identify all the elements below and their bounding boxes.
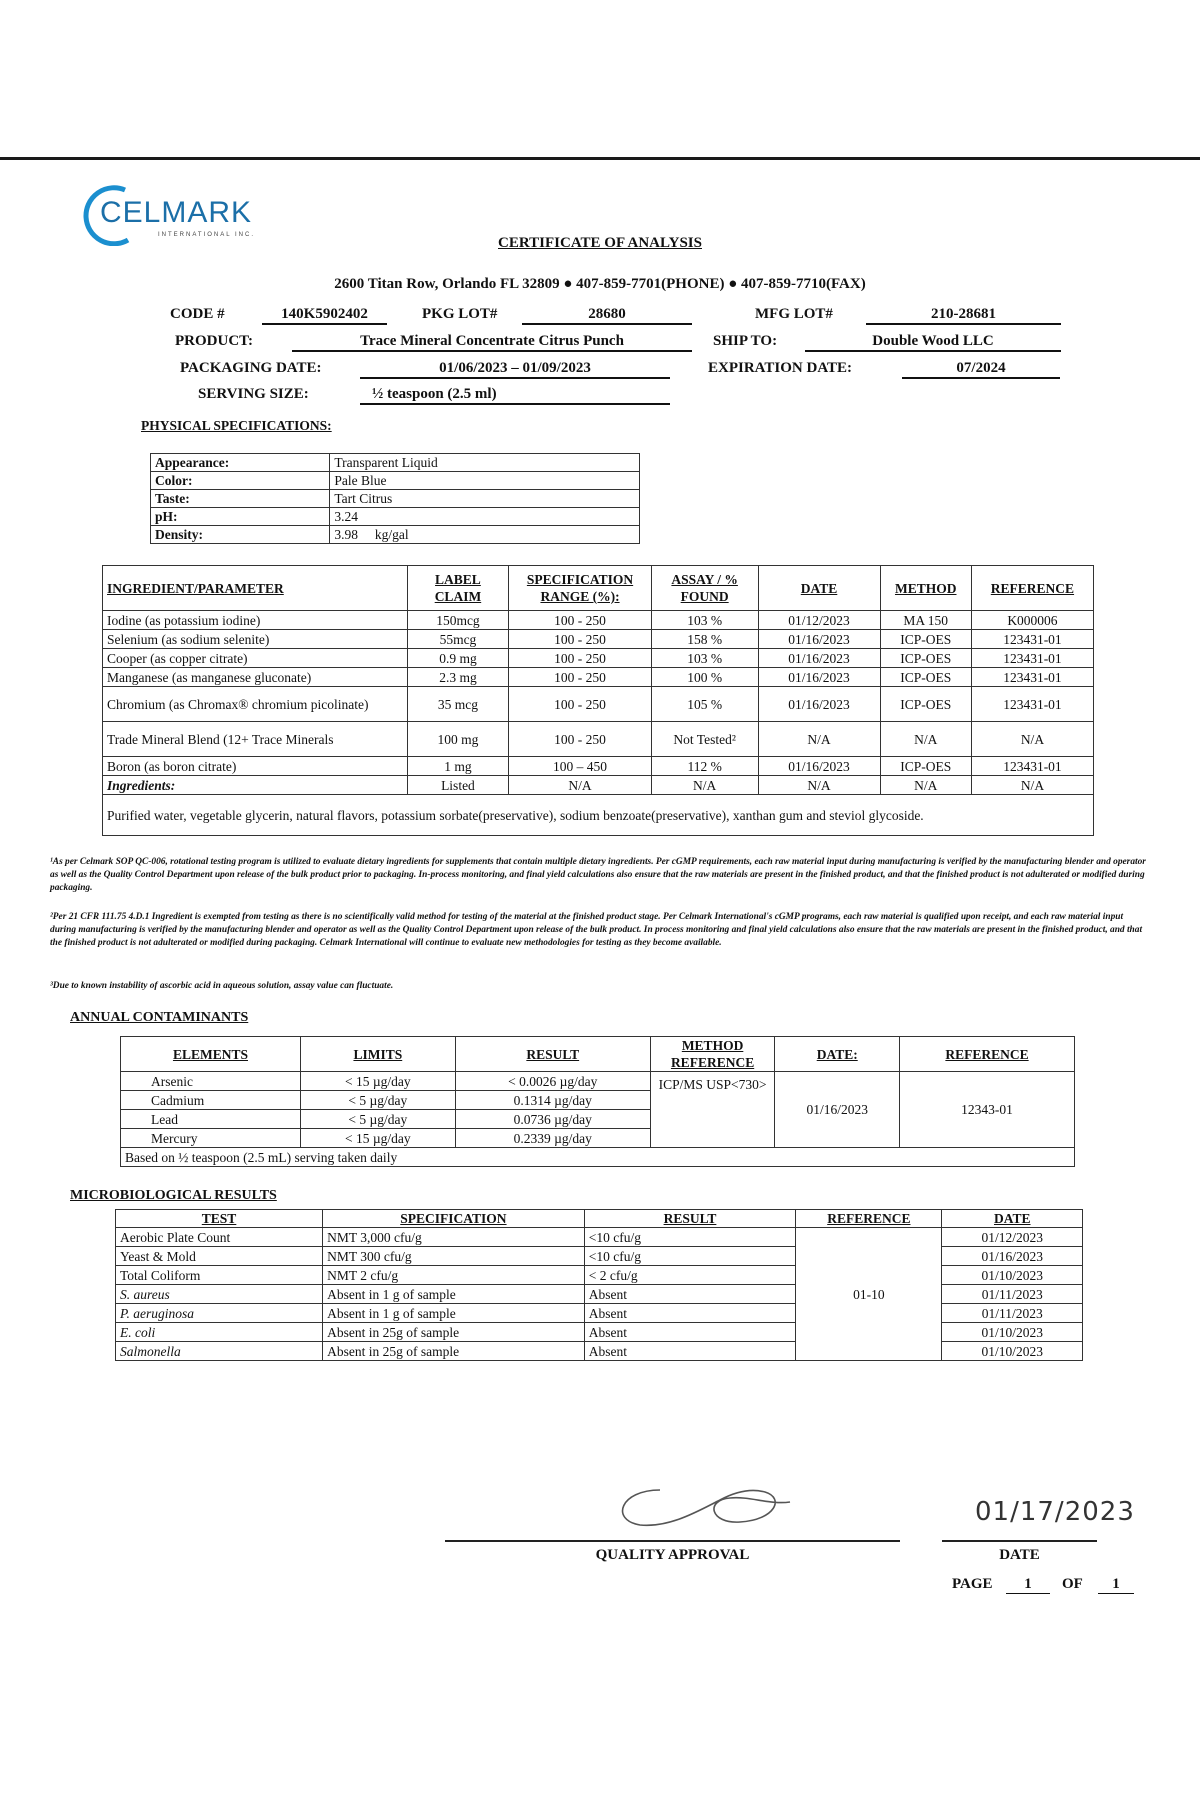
table-row (151, 526, 640, 544)
col-header: LABEL CLAIM (407, 566, 509, 611)
ingredient-table (102, 565, 1094, 836)
cell: 01/16/2023 (758, 668, 880, 687)
cell: 01/10/2023 (942, 1342, 1083, 1361)
physical-spec-heading: PHYSICAL SPECIFICATIONS: (141, 418, 332, 433)
cell: ICP-OES (880, 668, 971, 687)
cell: N/A (509, 776, 652, 795)
cell: Yeast & Mold (116, 1247, 323, 1266)
cell: NMT 2 cfu/g (323, 1266, 585, 1285)
serving-note-row (121, 1148, 1075, 1167)
cell: Total Coliform (116, 1266, 323, 1285)
cell: 01/10/2023 (942, 1323, 1083, 1342)
cell: Manganese (as manganese gluconate) (103, 668, 408, 687)
cell: N/A (758, 776, 880, 795)
cell: Lead (121, 1110, 301, 1129)
mfg-lot-value: 210-28681 (866, 306, 1061, 325)
cell: Arsenic (121, 1072, 301, 1091)
ship-to-value: Double Wood LLC (805, 333, 1061, 352)
cell: N/A (880, 776, 971, 795)
cell: 100 - 250 (509, 722, 652, 757)
table-row (151, 490, 640, 508)
spec-key: Appearance: (151, 454, 330, 472)
table-row (103, 722, 1094, 757)
col-header: SPECIFICATION (323, 1210, 585, 1228)
contaminants-table (120, 1036, 1075, 1167)
cell: 123431-01 (971, 649, 1093, 668)
cell: K000006 (971, 611, 1093, 630)
cell: N/A (758, 722, 880, 757)
cell: 123431-01 (971, 757, 1093, 776)
col-header: DATE (758, 566, 880, 611)
product-value: Trace Mineral Concentrate Citrus Punch (292, 333, 692, 352)
cell: 01/16/2023 (758, 687, 880, 722)
mfg-lot-label: MFG LOT# (755, 306, 833, 322)
cell: 01/16/2023 (758, 649, 880, 668)
table-row (121, 1072, 1075, 1091)
cell: < 0.0026 µg/day (455, 1072, 650, 1091)
cell: ICP-OES (880, 757, 971, 776)
logo-subtitle: INTERNATIONAL INC. (158, 232, 256, 238)
table-row (103, 649, 1094, 668)
table-row (103, 630, 1094, 649)
date-line (942, 1540, 1097, 1542)
spec-key: Density: (151, 526, 330, 544)
col-header: REFERENCE (900, 1037, 1075, 1072)
serving-size-label: SERVING SIZE: (198, 386, 309, 402)
cell: Aerobic Plate Count (116, 1228, 323, 1247)
cell: 150mcg (407, 611, 509, 630)
date-cell: 01/16/2023 (775, 1072, 900, 1148)
table-row (103, 611, 1094, 630)
signature-graphic (600, 1480, 800, 1545)
cell: < 5 µg/day (300, 1110, 455, 1129)
spec-value: Tart Citrus (330, 490, 640, 508)
cell: 01/16/2023 (758, 630, 880, 649)
micro-reference-cell: 01-10 (796, 1228, 942, 1361)
cell: Mercury (121, 1129, 301, 1148)
quality-approval-label: QUALITY APPROVAL (595, 1547, 750, 1563)
cell: Absent (584, 1323, 795, 1342)
cell: Absent in 1 g of sample (323, 1285, 585, 1304)
cell: 105 % (651, 687, 758, 722)
code-label: CODE # (170, 306, 225, 322)
packaging-date-label: PACKAGING DATE: (180, 360, 322, 376)
pkg-lot-label: PKG LOT# (422, 306, 498, 322)
cell: NMT 300 cfu/g (323, 1247, 585, 1266)
cell: P. aeruginosa (116, 1304, 323, 1323)
cell: ICP-OES (880, 630, 971, 649)
spec-value: Transparent Liquid (330, 454, 640, 472)
cell: 01/11/2023 (942, 1304, 1083, 1323)
spec-key: pH: (151, 508, 330, 526)
ingredients-text: Purified water, vegetable glycerin, natural flavors, potassium sorbate(preservative), sodium benzoate(preservative), xanthan gum and steviol glycoside. (103, 795, 1094, 836)
col-header: METHOD REFERENCE (650, 1037, 775, 1072)
col-header: DATE: (775, 1037, 900, 1072)
cell: Salmonella (116, 1342, 323, 1361)
table-row (151, 454, 640, 472)
of-label: OF (1062, 1576, 1083, 1592)
company-address: 2600 Titan Row, Orlando FL 32809 ● 407-859-7701(PHONE) ● 407-859-7710(FAX) (334, 276, 866, 292)
physical-spec-table (150, 453, 640, 544)
table-row (151, 472, 640, 490)
col-header: RESULT (455, 1037, 650, 1072)
cell: Absent in 1 g of sample (323, 1304, 585, 1323)
cell: 158 % (651, 630, 758, 649)
cell: 35 mcg (407, 687, 509, 722)
cell: N/A (880, 722, 971, 757)
serving-size-value: ½ teaspoon (2.5 ml) (360, 386, 670, 405)
spec-key: Color: (151, 472, 330, 490)
table-row (151, 508, 640, 526)
spec-value: 3.98 kg/gal (330, 526, 640, 544)
ingredients-list-row (103, 795, 1094, 836)
cell: ICP-OES (880, 649, 971, 668)
spec-value: 3.24 (330, 508, 640, 526)
cell: 1 mg (407, 757, 509, 776)
cell: 01/10/2023 (942, 1266, 1083, 1285)
micro-header-row (116, 1210, 1083, 1228)
cell: Absent in 25g of sample (323, 1323, 585, 1342)
signed-date: 01/17/2023 (975, 1497, 1135, 1527)
cell: <10 cfu/g (584, 1228, 795, 1247)
cell: Absent (584, 1285, 795, 1304)
cell: 103 % (651, 649, 758, 668)
cell: 123431-01 (971, 668, 1093, 687)
cell: 100 - 250 (509, 630, 652, 649)
col-header: ASSAY / % FOUND (651, 566, 758, 611)
col-header: REFERENCE (796, 1210, 942, 1228)
cell: 100 – 450 (509, 757, 652, 776)
cell: 01/11/2023 (942, 1285, 1083, 1304)
micro-heading: MICROBIOLOGICAL RESULTS (70, 1188, 277, 1203)
col-header: INGREDIENT/PARAMETER (103, 566, 408, 611)
code-value: 140K5902402 (262, 306, 387, 325)
spec-key: Taste: (151, 490, 330, 508)
table-row (103, 757, 1094, 776)
micro-table (115, 1209, 1083, 1361)
cell: E. coli (116, 1323, 323, 1342)
table-row (103, 687, 1094, 722)
reference-cell: 12343-01 (900, 1072, 1075, 1148)
cell: 112 % (651, 757, 758, 776)
table-row (103, 776, 1094, 795)
cell: Listed (407, 776, 509, 795)
cell: 123431-01 (971, 630, 1093, 649)
col-header: REFERENCE (971, 566, 1093, 611)
cell: Boron (as boron citrate) (103, 757, 408, 776)
cell: Iodine (as potassium iodine) (103, 611, 408, 630)
celmark-logo (80, 182, 280, 242)
page-number: 1 (1006, 1576, 1050, 1594)
col-header: SPECIFICATION RANGE (%): (509, 566, 652, 611)
contaminants-heading: ANNUAL CONTAMINANTS (70, 1010, 249, 1025)
logo-wordmark: CELMARK (100, 196, 253, 229)
expiration-label: EXPIRATION DATE: (708, 360, 853, 376)
footnote-1: ¹As per Celmark SOP QC-006, rotational testing program is utilized to evaluate dietary ingredients for supplements that contain multiple dietary ingredients. Per cGMP requirements, each raw material input during manufacturing is verified by the manufacturing blender and operator as well as the Quality Control Department upon release of the bulk product prior to packaging. In-process monitoring, and final yield calculations also ensure that the raw materials are present in the finished product, and that the finished product is not adulterated or modified during packaging. (50, 857, 1146, 893)
cell: Absent (584, 1342, 795, 1361)
col-header: TEST (116, 1210, 323, 1228)
cell: 100 % (651, 668, 758, 687)
cell: ICP-OES (880, 687, 971, 722)
cell: S. aureus (116, 1285, 323, 1304)
page-total: 1 (1098, 1576, 1134, 1594)
cell: Not Tested² (651, 722, 758, 757)
signature-line (445, 1540, 900, 1542)
cell: 0.2339 µg/day (455, 1129, 650, 1148)
col-header: DATE (942, 1210, 1083, 1228)
cell: Ingredients: (103, 776, 408, 795)
col-header: METHOD (880, 566, 971, 611)
cell: 01/16/2023 (942, 1247, 1083, 1266)
cell: Absent in 25g of sample (323, 1342, 585, 1361)
cell: 100 - 250 (509, 649, 652, 668)
pkg-lot-value: 28680 (522, 306, 692, 325)
cell: N/A (971, 722, 1093, 757)
cell: 100 - 250 (509, 611, 652, 630)
cell: 01/16/2023 (758, 757, 880, 776)
cell: Chromium (as Chromax® chromium picolinate) (103, 687, 408, 722)
spec-value: Pale Blue (330, 472, 640, 490)
document-title: CERTIFICATE OF ANALYSIS (498, 235, 702, 251)
certificate-page (0, 157, 1200, 1644)
cell: NMT 3,000 cfu/g (323, 1228, 585, 1247)
cell: Selenium (as sodium selenite) (103, 630, 408, 649)
cell: 123431-01 (971, 687, 1093, 722)
cell: N/A (651, 776, 758, 795)
cell: 55mcg (407, 630, 509, 649)
cell: 01/12/2023 (942, 1228, 1083, 1247)
page-label: PAGE (952, 1576, 993, 1592)
cell: < 5 µg/day (300, 1091, 455, 1110)
serving-note: Based on ½ teaspoon (2.5 mL) serving taken daily (121, 1148, 1075, 1167)
cell: Cooper (as copper citrate) (103, 649, 408, 668)
cell: < 15 µg/day (300, 1072, 455, 1091)
cell: 100 mg (407, 722, 509, 757)
table-row (103, 668, 1094, 687)
col-header: ELEMENTS (121, 1037, 301, 1072)
cell: < 2 cfu/g (584, 1266, 795, 1285)
cell: 100 - 250 (509, 668, 652, 687)
packaging-date-value: 01/06/2023 – 01/09/2023 (360, 360, 670, 379)
footnote-2: ²Per 21 CFR 111.75 4.D.1 Ingredient is exempted from testing as there is no scientifically valid method for testing of the material at the finished product stage. Per Celmark International's cGMP programs, each raw material is qualified upon receipt, and each raw material input during manufacturing is verified by the manufacturing blender and operator as well as the Quality Control Department upon release of the bulk product. In process monitoring and final yield calculations also ensure that the raw materials are present in the finished product, and that the finished product is not adulterated or modified during packaging. Celmark International will continue to evaluate new methodologies for testing as they become available. (50, 912, 1143, 948)
cell: 2.3 mg (407, 668, 509, 687)
cell: <10 cfu/g (584, 1247, 795, 1266)
cell: 01/12/2023 (758, 611, 880, 630)
col-header: LIMITS (300, 1037, 455, 1072)
cell: < 15 µg/day (300, 1129, 455, 1148)
cell: 100 - 250 (509, 687, 652, 722)
footnote-3: ³Due to known instability of ascorbic acid in aqueous solution, assay value can fluctuate. (50, 981, 394, 991)
cell: Absent (584, 1304, 795, 1323)
cell: Cadmium (121, 1091, 301, 1110)
cell: MA 150 (880, 611, 971, 630)
cell: 0.0736 µg/day (455, 1110, 650, 1129)
product-label: PRODUCT: (175, 333, 254, 349)
expiration-value: 07/2024 (902, 360, 1060, 379)
cell: Trade Mineral Blend (12+ Trace Minerals (103, 722, 408, 757)
contaminants-header-row (121, 1037, 1075, 1072)
cell: 103 % (651, 611, 758, 630)
date-label: DATE (999, 1547, 1040, 1563)
cell: N/A (971, 776, 1093, 795)
ship-to-label: SHIP TO: (713, 333, 778, 349)
col-header: RESULT (584, 1210, 795, 1228)
method-cell: ICP/MS USP<730> (650, 1072, 775, 1148)
table-row (116, 1228, 1083, 1247)
cell: 0.9 mg (407, 649, 509, 668)
cell: 0.1314 µg/day (455, 1091, 650, 1110)
ingredient-header-row (103, 566, 1094, 611)
